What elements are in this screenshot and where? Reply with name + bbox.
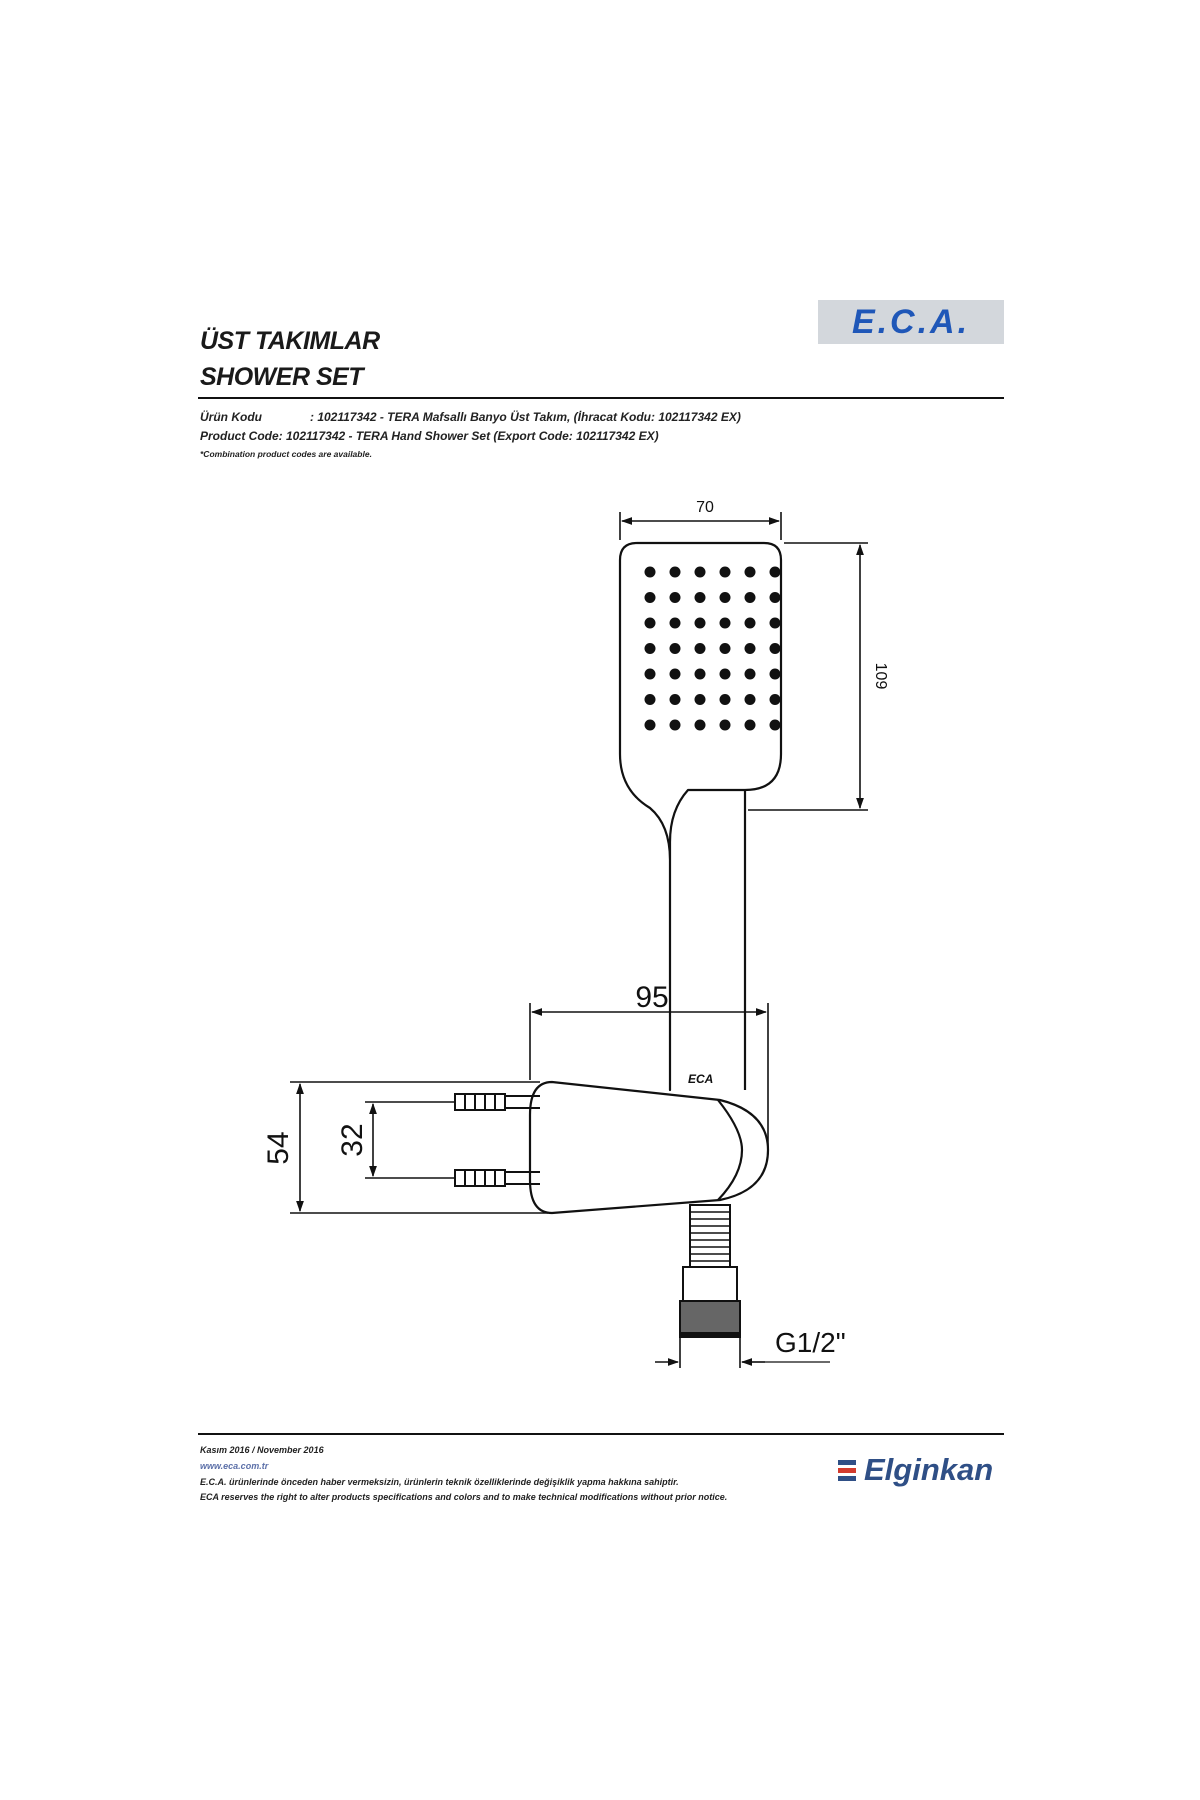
nozzle-dot [645, 694, 656, 705]
wall-holder-body [530, 1082, 768, 1213]
footer-divider [198, 1433, 1004, 1435]
nozzle-dot [695, 567, 706, 578]
nozzle-dot [645, 669, 656, 680]
dim-holder-label: 95 [635, 981, 669, 1014]
hose-ferrule [683, 1267, 737, 1301]
nozzle-dot [695, 720, 706, 731]
holder-inner-curve [718, 1100, 742, 1200]
nozzle-dot [670, 669, 681, 680]
nozzle-dot [645, 618, 656, 629]
dim-outer-label: 54 [262, 1131, 295, 1165]
nozzle-dot [720, 592, 731, 603]
elginkan-logo-text: Elginkan [864, 1452, 994, 1487]
nozzle-dot [670, 720, 681, 731]
elginkan-mark-icon [838, 1459, 856, 1481]
nozzle-dot [670, 567, 681, 578]
product-code-turkish-label: Ürün Kodu [200, 410, 262, 424]
nozzle-dot [645, 592, 656, 603]
footer-disclaimer-turkish: E.C.A. ürünlerinde önceden haber vermeksizin, ürünlerin teknik özelliklerinde değişiklik yapma hakkına sahiptir. [200, 1477, 679, 1487]
nozzle-dot [695, 618, 706, 629]
nozzle-dot [695, 643, 706, 654]
nozzle-dot [720, 643, 731, 654]
nozzle-dot [645, 720, 656, 731]
nozzle-dot [770, 694, 781, 705]
nozzle-dot [720, 669, 731, 680]
nozzle-dot [770, 643, 781, 654]
nozzle-dot [670, 643, 681, 654]
dim-inner-label: 32 [336, 1123, 369, 1157]
nozzle-dot [745, 643, 756, 654]
nozzle-dot [745, 720, 756, 731]
hose-nut [680, 1301, 740, 1333]
footer-date: Kasım 2016 / November 2016 [200, 1445, 324, 1455]
page-title-english: SHOWER SET [200, 363, 364, 391]
nozzle-dot [670, 694, 681, 705]
nozzle-dot [770, 592, 781, 603]
nozzle-dot [745, 567, 756, 578]
nozzle-dot [770, 567, 781, 578]
nozzle-dot [695, 592, 706, 603]
footer-website-link[interactable]: www.eca.com.tr [200, 1461, 269, 1471]
nozzle-dot [745, 694, 756, 705]
nozzle-dot [770, 618, 781, 629]
dim-thread-label: G1/2" [775, 1327, 846, 1358]
nozzle-dot [695, 694, 706, 705]
nozzle-dot [720, 567, 731, 578]
eca-logo-text: E.C.A. [851, 302, 971, 341]
nozzle-dot [670, 592, 681, 603]
nozzle-dot [720, 618, 731, 629]
nozzle-dot [720, 720, 731, 731]
nozzle-dot [720, 694, 731, 705]
hose-segment [690, 1205, 730, 1267]
dim-height-label: 109 [872, 662, 889, 690]
nozzle-dot [745, 618, 756, 629]
product-code-english-label: Product Code [200, 429, 279, 443]
nozzle-dot [670, 618, 681, 629]
page-title-turkish: ÜST TAKIMLAR [200, 327, 380, 355]
nozzle-dot [770, 720, 781, 731]
nozzle-dot [695, 669, 706, 680]
holder-mark: ECA [688, 1072, 714, 1086]
combination-note: *Combination product codes are available. [200, 449, 372, 459]
nozzle-grid [645, 567, 781, 731]
nozzle-dot [645, 643, 656, 654]
footer-disclaimer-english: ECA reserves the right to alter products specifications and colors and to make technical modifications without prior notice. [200, 1492, 728, 1502]
nozzle-dot [645, 567, 656, 578]
anchor-screw-bottom [455, 1170, 540, 1186]
nozzle-dot [770, 669, 781, 680]
product-code-turkish-value: : 102117342 - TERA Mafsallı Banyo Üst Takım, (İhracat Kodu: 102117342 EX) [310, 410, 741, 424]
elginkan-logo [838, 1452, 993, 1488]
nozzle-dot [745, 592, 756, 603]
dim-width-label: 70 [696, 499, 714, 516]
product-code-english-value: : 102117342 - TERA Hand Shower Set (Export Code: 102117342 EX) [278, 429, 659, 443]
nozzle-dot [745, 669, 756, 680]
anchor-screw-top [455, 1094, 540, 1110]
